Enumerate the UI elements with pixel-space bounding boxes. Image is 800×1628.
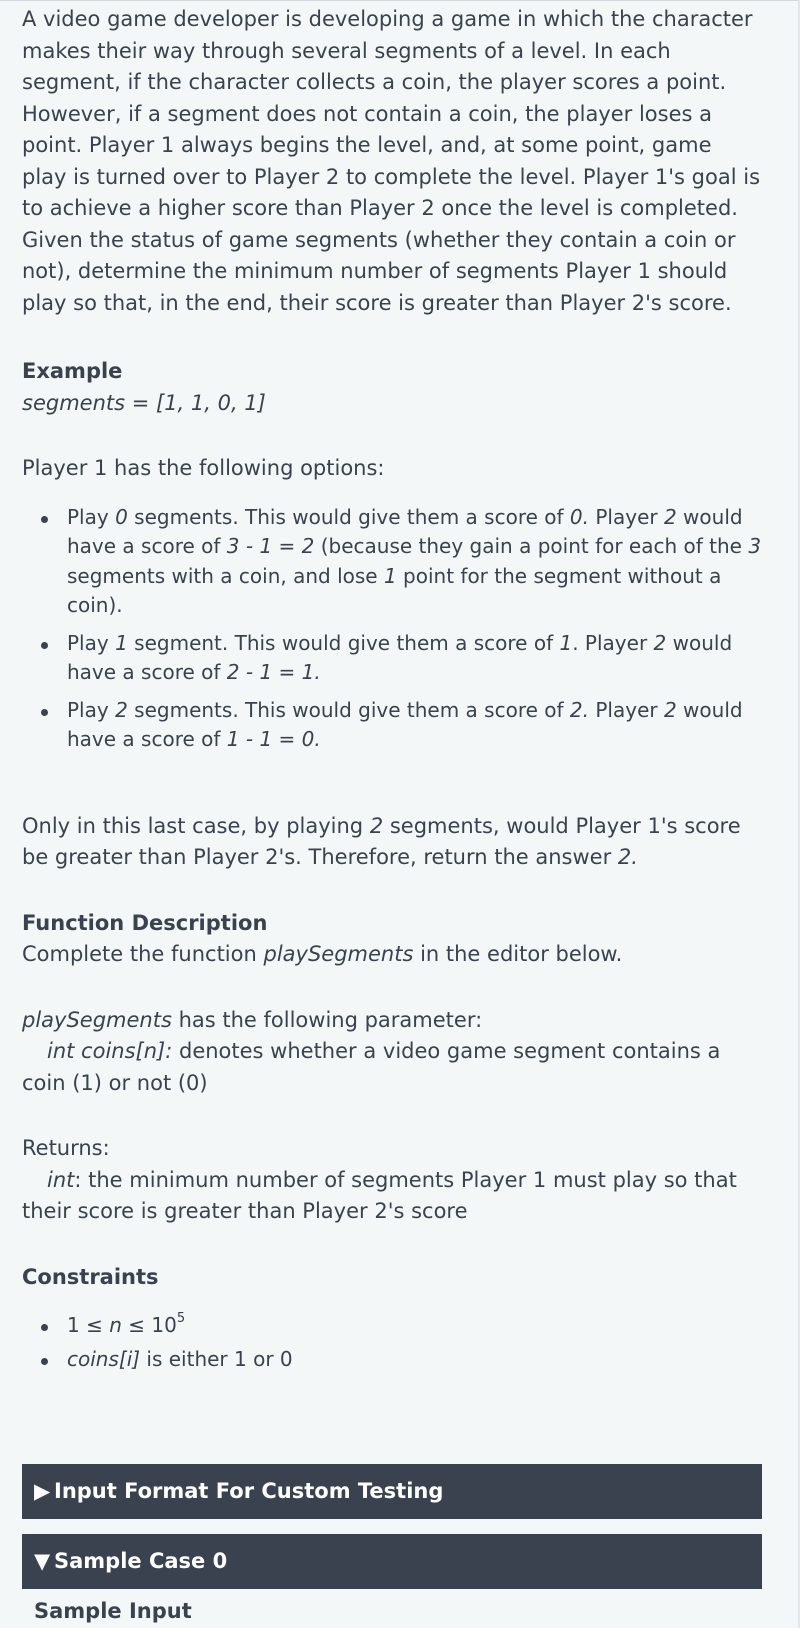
options-list	[22, 503, 762, 755]
example-segments: segments = [1, 1, 0, 1]	[22, 390, 266, 415]
sample-case-label: Sample Case 0	[54, 1549, 228, 1573]
sample-input-heading: Sample Input	[34, 1599, 192, 1623]
constraints-list	[22, 1311, 762, 1374]
problem-statement	[22, 4, 762, 1374]
top-border	[0, 0, 800, 1]
parameter-intro: playSegments has the following parameter:	[22, 1007, 483, 1032]
list-item: coins[i] is either 1 or 0	[67, 1345, 762, 1375]
sample-case-toggle[interactable]	[22, 1534, 762, 1589]
input-format-toggle[interactable]	[22, 1464, 762, 1519]
constraints-heading: Constraints	[22, 1264, 159, 1289]
intro-paragraph: A video game developer is developing a game in which the character makes their way through several segments of a level. In each segment, if the character collects a coin, the player scores a point. However, if a segment does not contain a coin, the player loses a point. Player 1 always begins the level, and, at some point, game play is turned over to Player 2 to complete the level. Player 1's goal is to achieve a higher score than Player 2 once the level is completed. Given the status of game segments (whether they contain a coin or not), determine the minimum number of segments Player 1 should play so that, in the end, their score is greater than Player 2's score.	[22, 7, 761, 315]
example-heading: Example	[22, 359, 123, 383]
conclusion-paragraph: Only in this last case, by playing 2 segments, would Player 1's score be greater than Player 2's. Therefore, return the answer 2.	[22, 813, 741, 869]
list-item: $1 \le n \le 10^5$	[67, 1311, 762, 1341]
function-description-line: Complete the function playSegments in the editor below.	[22, 942, 623, 966]
list-item: Play 1 segment. This would give them a score of 1. Player 2 would have a score of 2 - 1 = 1.	[67, 629, 762, 688]
expanded-triangle-icon: ▼	[34, 1549, 51, 1573]
collapsed-triangle-icon: ▶	[34, 1479, 51, 1503]
returns-label: Returns:	[22, 1136, 110, 1160]
input-format-label: Input Format For Custom Testing	[54, 1479, 444, 1503]
list-item: Play 2 segments. This would give them a score of 2. Player 2 would have a score of 1 - 1 = 0.	[67, 696, 762, 755]
list-item: Play 0 segments. This would give them a score of 0. Player 2 would have a score of 3 - 1 = 2 (because they gain a point for each of the 3 segments with a coin, and lose 1 point for the segment without a coin).	[67, 503, 762, 621]
options-intro: Player 1 has the following options:	[22, 456, 385, 480]
returns-description: int: the minimum number of segments Player 1 must play so that their score is greater than Player 2's score	[22, 1167, 737, 1223]
parameter-description: int coins[n]: denotes whether a video game segment contains a coin (1) or not (0)	[22, 1039, 721, 1095]
function-description-heading: Function Description	[22, 910, 268, 935]
